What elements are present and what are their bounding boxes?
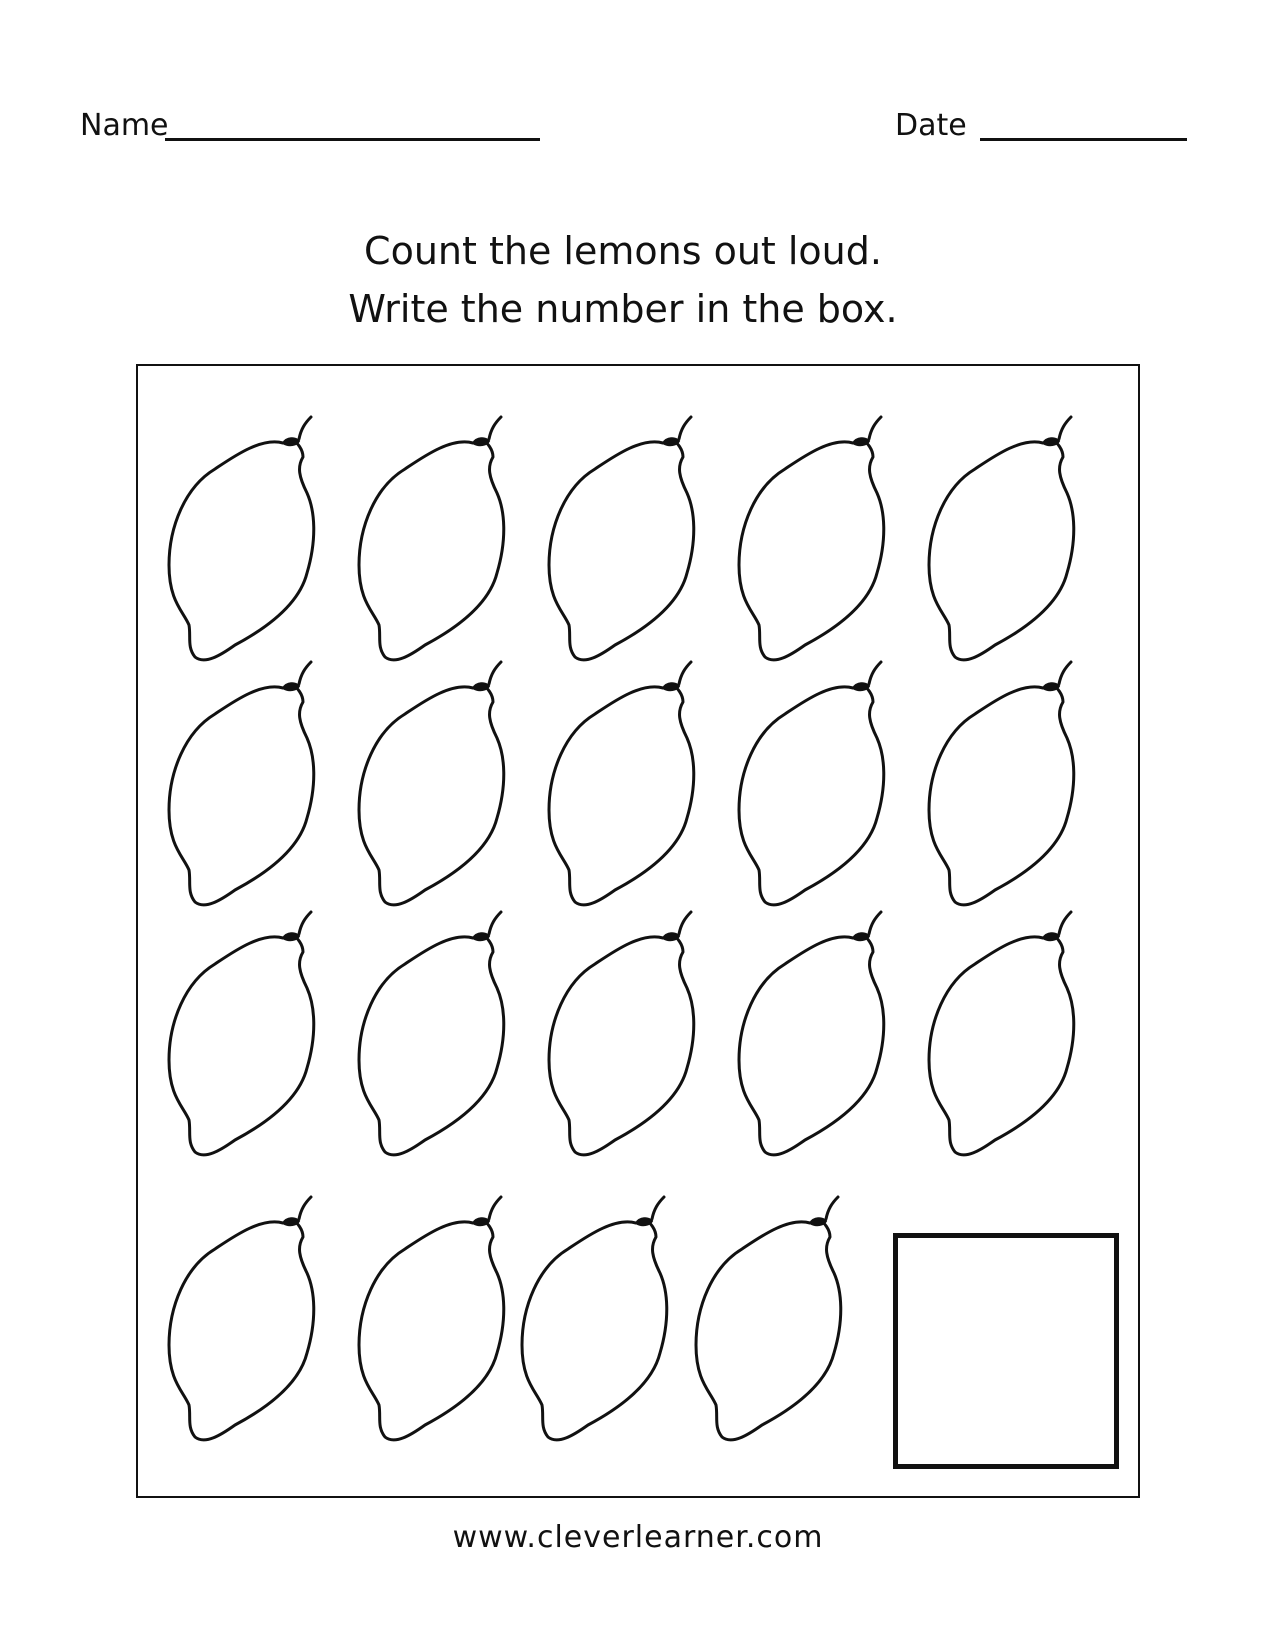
instruction-line-1: Count the lemons out loud. <box>364 229 882 273</box>
name-field[interactable] <box>165 138 540 141</box>
instructions <box>0 222 1276 338</box>
answer-box[interactable] <box>893 1233 1119 1469</box>
website-footer: www.cleverlearner.com <box>452 1520 824 1555</box>
instruction-line-2: Write the number in the box. <box>348 287 898 331</box>
name-label: Name <box>80 108 169 143</box>
date-label: Date <box>895 108 967 143</box>
date-field[interactable] <box>980 138 1187 141</box>
